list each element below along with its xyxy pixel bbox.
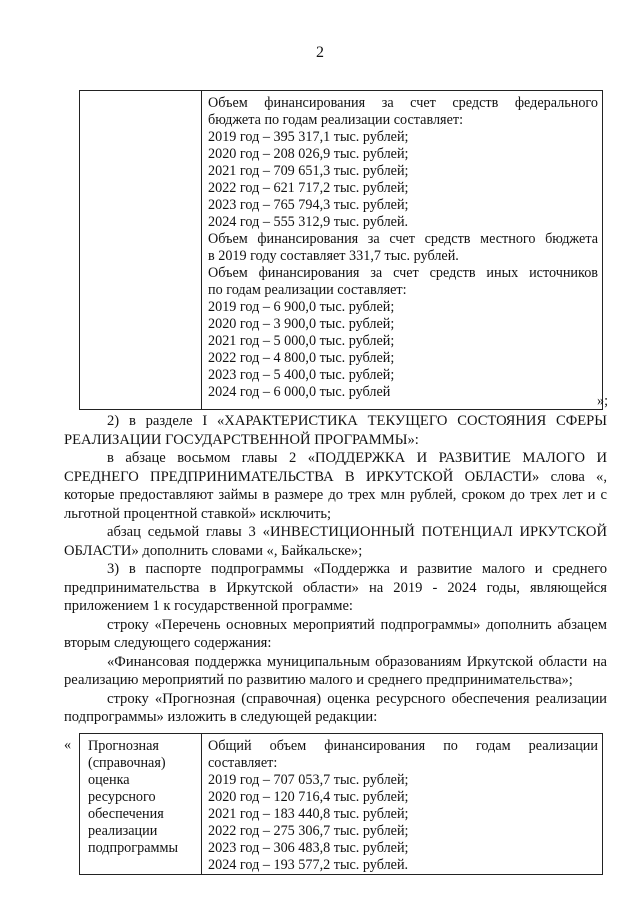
amendment-text [64, 412, 607, 727]
text-line: 2022 год – 275 306,7 тыс. рублей; [208, 823, 409, 839]
label-line: оценка [88, 772, 130, 788]
label-line: Прогнозная [88, 738, 159, 754]
text-line: 2020 год – 3 900,0 тыс. рублей; [208, 316, 395, 332]
label-line: реализации [88, 823, 158, 839]
text-line: 2023 год – 765 794,3 тыс. рублей; [208, 197, 409, 213]
paragraph-forecast: строку «Прогнозная (справочная) оценка ресурсного обеспечения реализации подпрограммы» изложить в следующей редакции: [64, 690, 607, 725]
label-line: ресурсного [88, 789, 156, 805]
text-line: Объем финансирования за счет средств федерального [208, 95, 598, 111]
text-line: 2023 год – 5 400,0 тыс. рублей; [208, 367, 395, 383]
text-line: составляет: [208, 755, 278, 771]
financing-cell [208, 738, 598, 874]
text-line: 2020 год – 208 026,9 тыс. рублей; [208, 146, 409, 162]
paragraph-financial-support: «Финансовая поддержка муниципальным образованиям Иркутской области на реализацию мероприятий по развитию малого и среднего предпринимательства»; [64, 653, 607, 688]
text-line: бюджета по годам реализации составляет: [208, 112, 464, 128]
paragraph-chapter-3: абзац седьмой главы 3 «ИНВЕСТИЦИОННЫЙ ПОТЕНЦИАЛ ИРКУТСКОЙ ОБЛАСТИ» дополнить словами «, Байкальске»; [64, 524, 607, 559]
text-line: 2019 год – 6 900,0 тыс. рублей; [208, 299, 395, 315]
text-line: Объем финансирования за счет средств местного бюджета [208, 231, 598, 247]
text-line: 2022 год – 4 800,0 тыс. рублей; [208, 350, 395, 366]
text-line: по годам реализации составляет: [208, 282, 407, 298]
paragraph-list-events: строку «Перечень основных мероприятий подпрограммы» дополнить абзацем вторым следующего содержания: [64, 616, 607, 651]
text-line: 2021 год – 709 651,3 тыс. рублей; [208, 163, 409, 179]
label-line: подпрограммы [88, 840, 178, 856]
text-line: Общий объем финансирования по годам реализации [208, 738, 598, 754]
label-line: обеспечения [88, 806, 164, 822]
text-line: 2021 год – 5 000,0 тыс. рублей; [208, 333, 395, 349]
label-line: (справочная) [88, 755, 166, 771]
text-line: 2019 год – 395 317,1 тыс. рублей; [208, 129, 409, 145]
column-divider [201, 91, 202, 409]
paragraph-chapter-2: в абзаце восьмом главы 2 «ПОДДЕРЖКА И РАЗВИТИЕ МАЛОГО И СРЕДНЕГО ПРЕДПРИНИМАТЕЛЬСТВА В ИРКУТСКОЙ ОБЛАСТИ» слова «, которые предоставляют займы в размере до трех млн рублей, сроком до трех лет и с льготной процентной ставкой» исключить; [64, 450, 607, 522]
paragraph-passport: 3) в паспорте подпрограммы «Поддержка и развитие малого и среднего предпринимательства в Иркутской области» на 2019 - 2024 годы, являющейся приложением 1 к государственной программе: [64, 561, 607, 614]
text-line: 2024 год – 6 000,0 тыс. рублей [208, 384, 391, 400]
closing-quote: »; [597, 393, 609, 409]
column-divider [201, 734, 202, 874]
text-line: в 2019 году составляет 331,7 тыс. рублей. [208, 248, 459, 264]
text-line: 2024 год – 555 312,9 тыс. рублей. [208, 214, 409, 230]
text-line: 2021 год – 183 440,8 тыс. рублей; [208, 806, 409, 822]
text-line: 2023 год – 306 483,8 тыс. рублей; [208, 840, 409, 856]
text-line: 2024 год – 193 577,2 тыс. рублей. [208, 857, 409, 873]
opening-quote: « [64, 737, 72, 753]
financing-table-top [79, 90, 603, 410]
paragraph-section-1: 2) в разделе I «ХАРАКТЕРИСТИКА ТЕКУЩЕГО СОСТОЯНИЯ СФЕРЫ РЕАЛИЗАЦИИ ГОСУДАРСТВЕННОЙ ПРОГРАММЫ»: [64, 413, 607, 448]
text-line: 2019 год – 707 053,7 тыс. рублей; [208, 772, 409, 788]
text-line: Объем финансирования за счет средств иных источников [208, 265, 598, 281]
text-line: 2020 год – 120 716,4 тыс. рублей; [208, 789, 409, 805]
page-number: 2 [316, 44, 324, 61]
financing-table-bottom [79, 733, 603, 875]
financing-cell [208, 95, 598, 401]
text-line: 2022 год – 621 717,2 тыс. рублей; [208, 180, 409, 196]
row-label-cell [88, 738, 198, 857]
